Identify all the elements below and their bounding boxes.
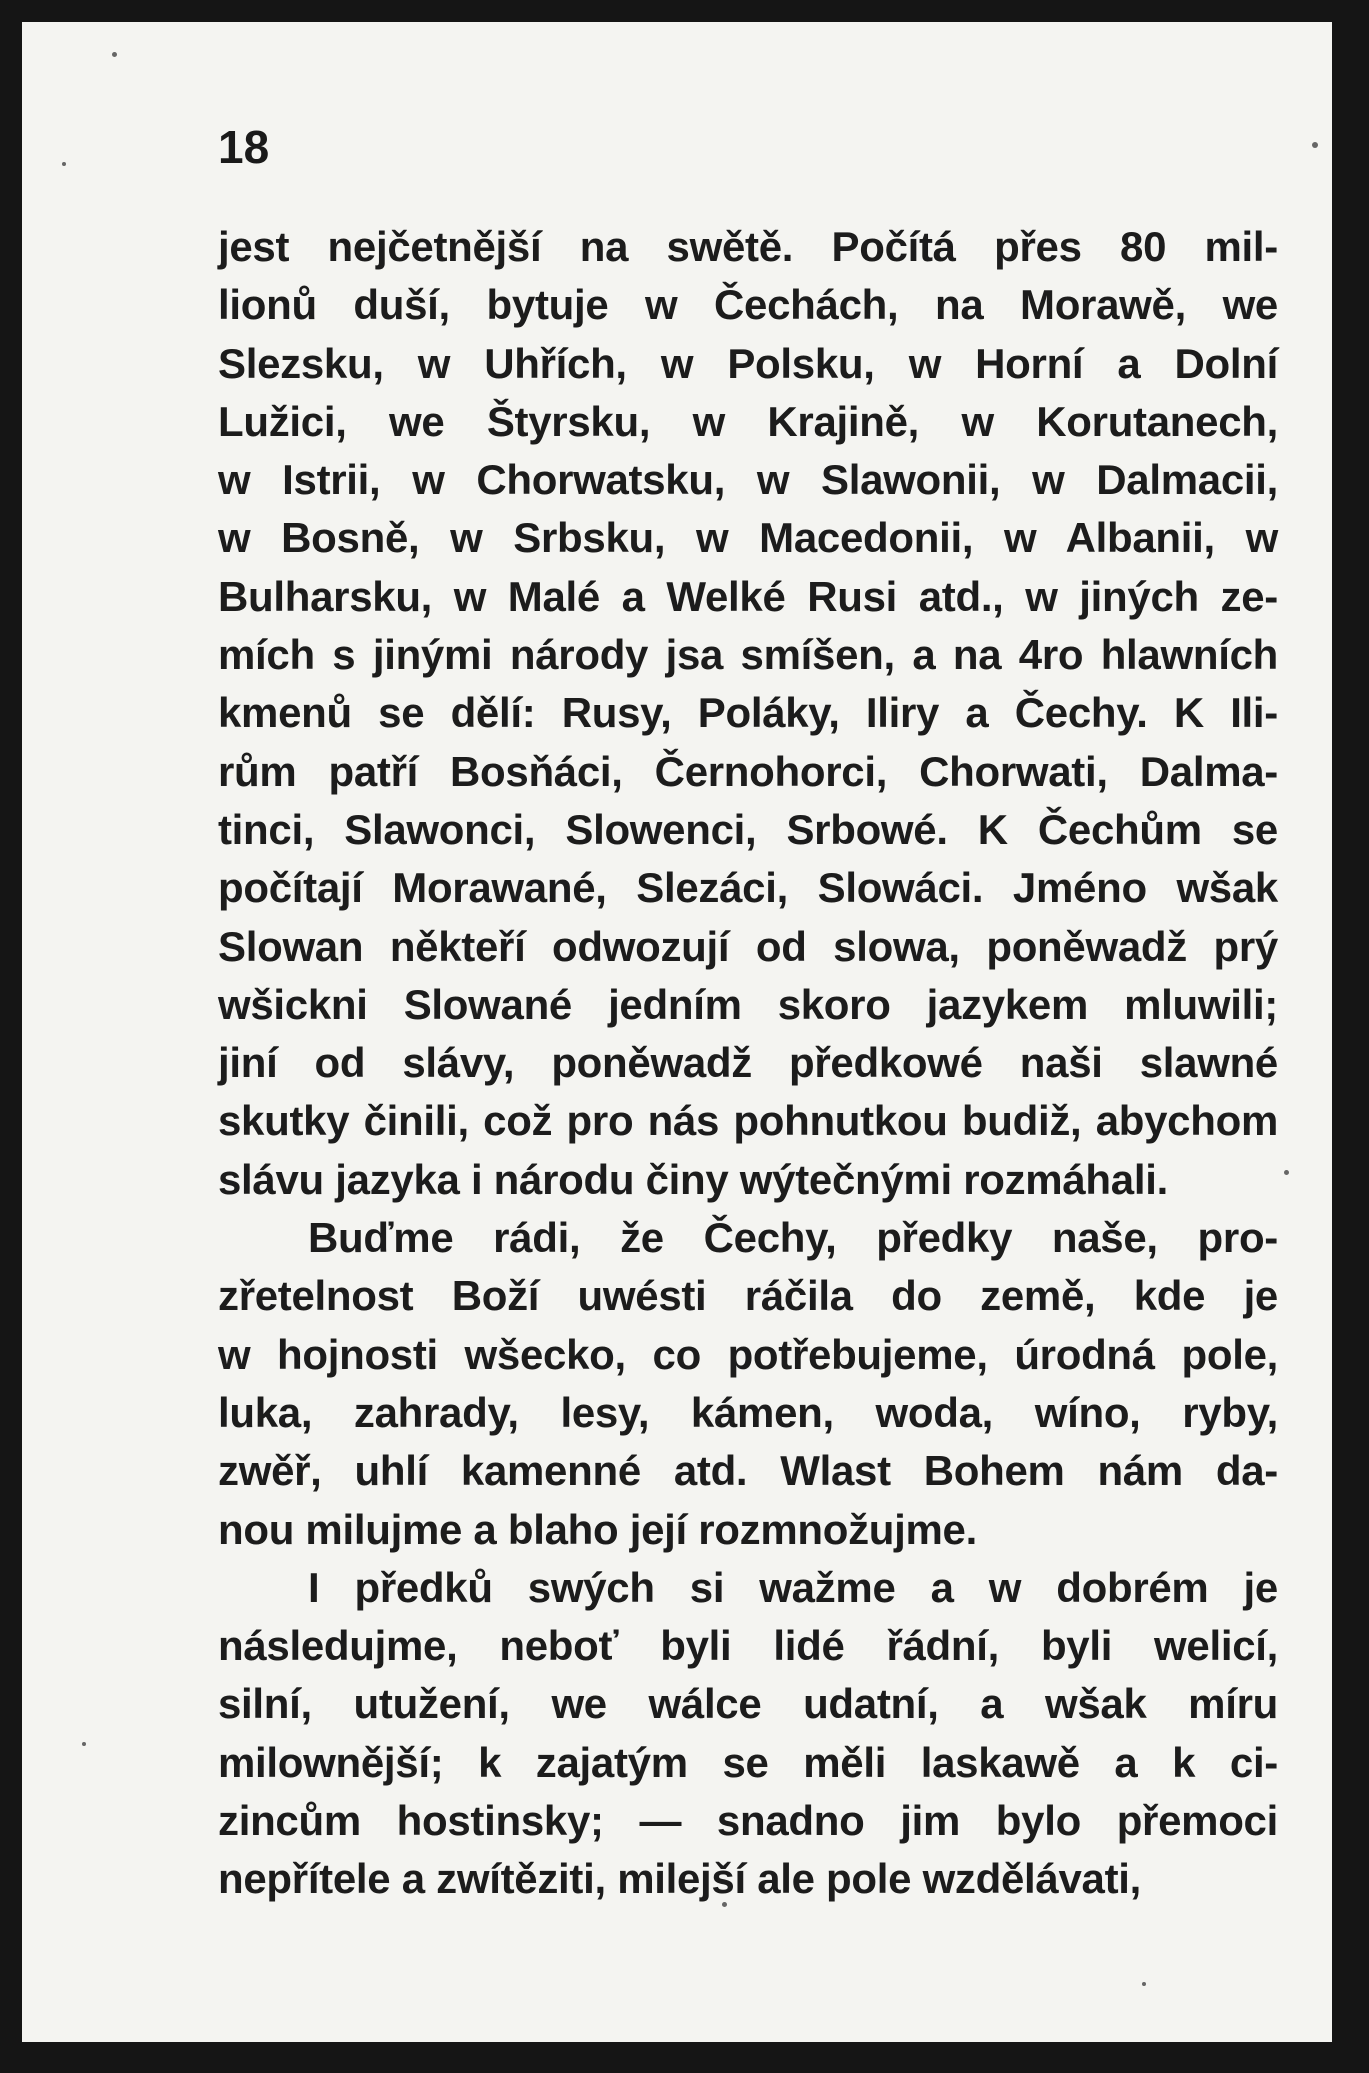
text-line: Slowan někteří odwozují od slowa, poněwadž prý — [218, 922, 1278, 970]
print-speck — [1284, 1170, 1289, 1175]
text-line: nepřítele a zwítěziti, milejší ale pole wzdělávati, — [218, 1855, 1142, 1903]
text-line: následujme, neboť byli lidé řádní, byli welicí, — [218, 1622, 1278, 1670]
text-line: Buďme rádi, že Čechy, předky naše, pro- — [308, 1214, 1278, 1262]
print-speck — [1312, 142, 1318, 148]
text-line: jest nejčetnější na swětě. Počítá přes 80 mil- — [218, 223, 1278, 270]
text-line: I předků swých si wažme a w dobrém je — [308, 1563, 1278, 1611]
text-line: rům patří Bosňáci, Černohorci, Chorwati, Dalma- — [218, 747, 1278, 795]
paragraph — [218, 1559, 1278, 1909]
paragraph — [218, 218, 1278, 1209]
text-line: slávu jazyka i národu činy wýtečnými rozmáhali. — [218, 1155, 1168, 1203]
text-line: zřetelnost Boží uwésti ráčila do země, kde je — [218, 1272, 1278, 1320]
text-line: mích s jinými národy jsa smíšen, a na 4ro hlawních — [218, 631, 1278, 679]
print-speck — [112, 52, 117, 57]
text-line: w Bosně, w Srbsku, w Macedonii, w Albanii, w — [218, 514, 1278, 562]
text-line: w Istrii, w Chorwatsku, w Slawonii, w Dalmacii, — [218, 456, 1278, 504]
text-line: jiní od slávy, poněwadž předkowé naši slawné — [218, 1039, 1278, 1087]
text-line: Lužici, we Štyrsku, w Krajině, w Korutanech, — [218, 397, 1278, 445]
text-line: w hojnosti wšecko, co potřebujeme, úrodná pole, — [218, 1330, 1278, 1378]
text-line: silní, utužení, we wálce udatní, a wšak míru — [218, 1680, 1278, 1728]
text-line: nou milujme a blaho její rozmnožujme. — [218, 1505, 977, 1553]
text-line: počítají Morawané, Slezáci, Slowáci. Jméno wšak — [218, 864, 1278, 912]
text-line: tinci, Slawonci, Slowenci, Srbowé. K Čechům se — [218, 805, 1278, 853]
text-line: wšickni Slowané jedním skoro jazykem mluwili; — [218, 980, 1278, 1028]
book-page — [22, 22, 1332, 2042]
text-line: zwěř, uhlí kamenné atd. Wlast Bohem nám da- — [218, 1447, 1278, 1495]
text-line: Slezsku, w Uhřích, w Polsku, w Horní a Dolní — [218, 339, 1278, 387]
paragraph — [218, 1209, 1278, 1559]
text-line: Bulharsku, w Malé a Welké Rusi atd., w jiných ze- — [218, 572, 1278, 620]
text-line: luka, zahrady, lesy, kámen, woda, wíno, ryby, — [218, 1388, 1278, 1436]
print-speck — [722, 1902, 727, 1907]
text-line: zincům hostinsky; — snadno jim bylo přemoci — [218, 1797, 1278, 1845]
print-speck — [1142, 1982, 1146, 1986]
text-line: milownější; k zajatým se měli laskawě a k ci- — [218, 1738, 1278, 1786]
text-line: lionů duší, bytuje w Čechách, na Morawě, we — [218, 281, 1278, 329]
page-number: 18 — [218, 121, 270, 173]
body-text — [218, 218, 1278, 1909]
text-line: skutky činili, což pro nás pohnutkou budiž, abychom — [218, 1097, 1278, 1145]
print-speck — [82, 1742, 86, 1746]
print-speck — [62, 162, 66, 166]
text-line: kmenů se dělí: Rusy, Poláky, Iliry a Čechy. K Ili- — [218, 689, 1278, 737]
